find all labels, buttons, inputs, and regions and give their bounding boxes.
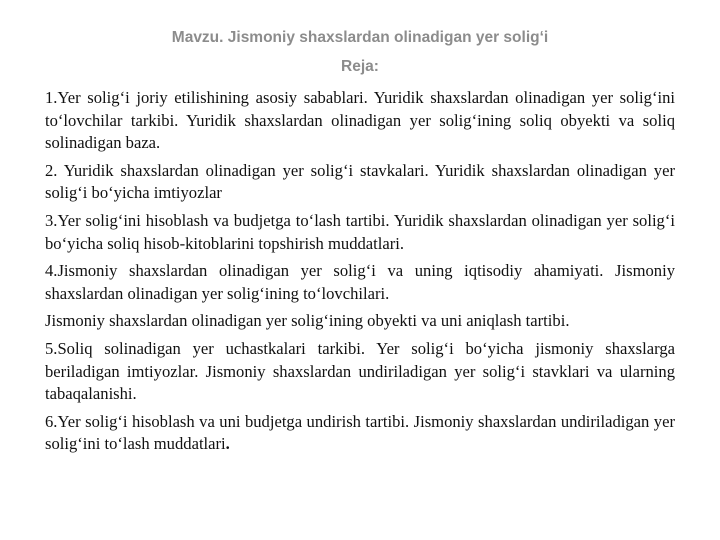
plan-item-5 (45, 338, 675, 406)
plan-list (45, 87, 675, 461)
plan-item-3-text: 3.Yer solig‘ini hisoblash va budjetga to‘lash tartibi. Yuridik shaxslardan olinadigan yer solig‘i bo‘yicha soliq hisob-kitoblarini topshirish muddatlari. (45, 210, 675, 253)
plan-item-6 (45, 411, 675, 456)
plan-item-1-text: 1.Yer solig‘i joriy etilishining asosiy sabablari. Yuridik shaxslardan olinadigan yer solig‘ini to‘lovchilar tarkibi. Yuridik shaxslardan olinadigan yer solig‘ining soliq obyekti va soliq solinadigan baza. (45, 88, 675, 153)
plan-item-4-text: 4.Jismoniy shaxslardan olinadigan yer solig‘i va uning iqtisodiy ahamiyati. Jismoniy shaxslardan olinadigan yer solig‘ining to‘lovchilari. (45, 261, 675, 303)
slide-title: Mavzu. Jismoniy shaxslardan olinadigan yer solig‘i (171, 29, 549, 46)
slide-subtitle: Reja: (341, 58, 379, 75)
plan-item-2 (45, 160, 675, 205)
plan-item-6-text: 6.Yer solig‘i hisoblash va uni budjetga undirish tartibi. Jismoniy shaxslardan undiriladigan yer solig‘ini to‘lash muddatlari (45, 411, 675, 454)
plan-item-5-text: 5.Soliq solinadigan yer uchastkalari tarkibi. Yer solig‘i bo‘yicha jismoniy shaxslarga beriladigan imtiyozlar. Jismoniy shaxslardan undiriladigan yer solig‘i stavklari va ularning tabaqalanishi. (45, 338, 675, 404)
plan-item-6-trail: . (225, 434, 230, 454)
plan-item-4b (45, 310, 675, 333)
plan-item-1 (45, 87, 675, 155)
plan-item-2-text: 2. Yuridik shaxslardan olinadigan yer solig‘i stavkalari. Yuridik shaxslardan olinadigan yer solig‘i bo‘yicha imtiyozlar (45, 160, 675, 203)
plan-item-4b-text: Jismoniy shaxslardan olinadigan yer solig‘ining obyekti va uni aniqlash tartibi. (45, 311, 570, 331)
plan-item-3 (45, 210, 675, 255)
plan-item-4 (45, 260, 675, 305)
